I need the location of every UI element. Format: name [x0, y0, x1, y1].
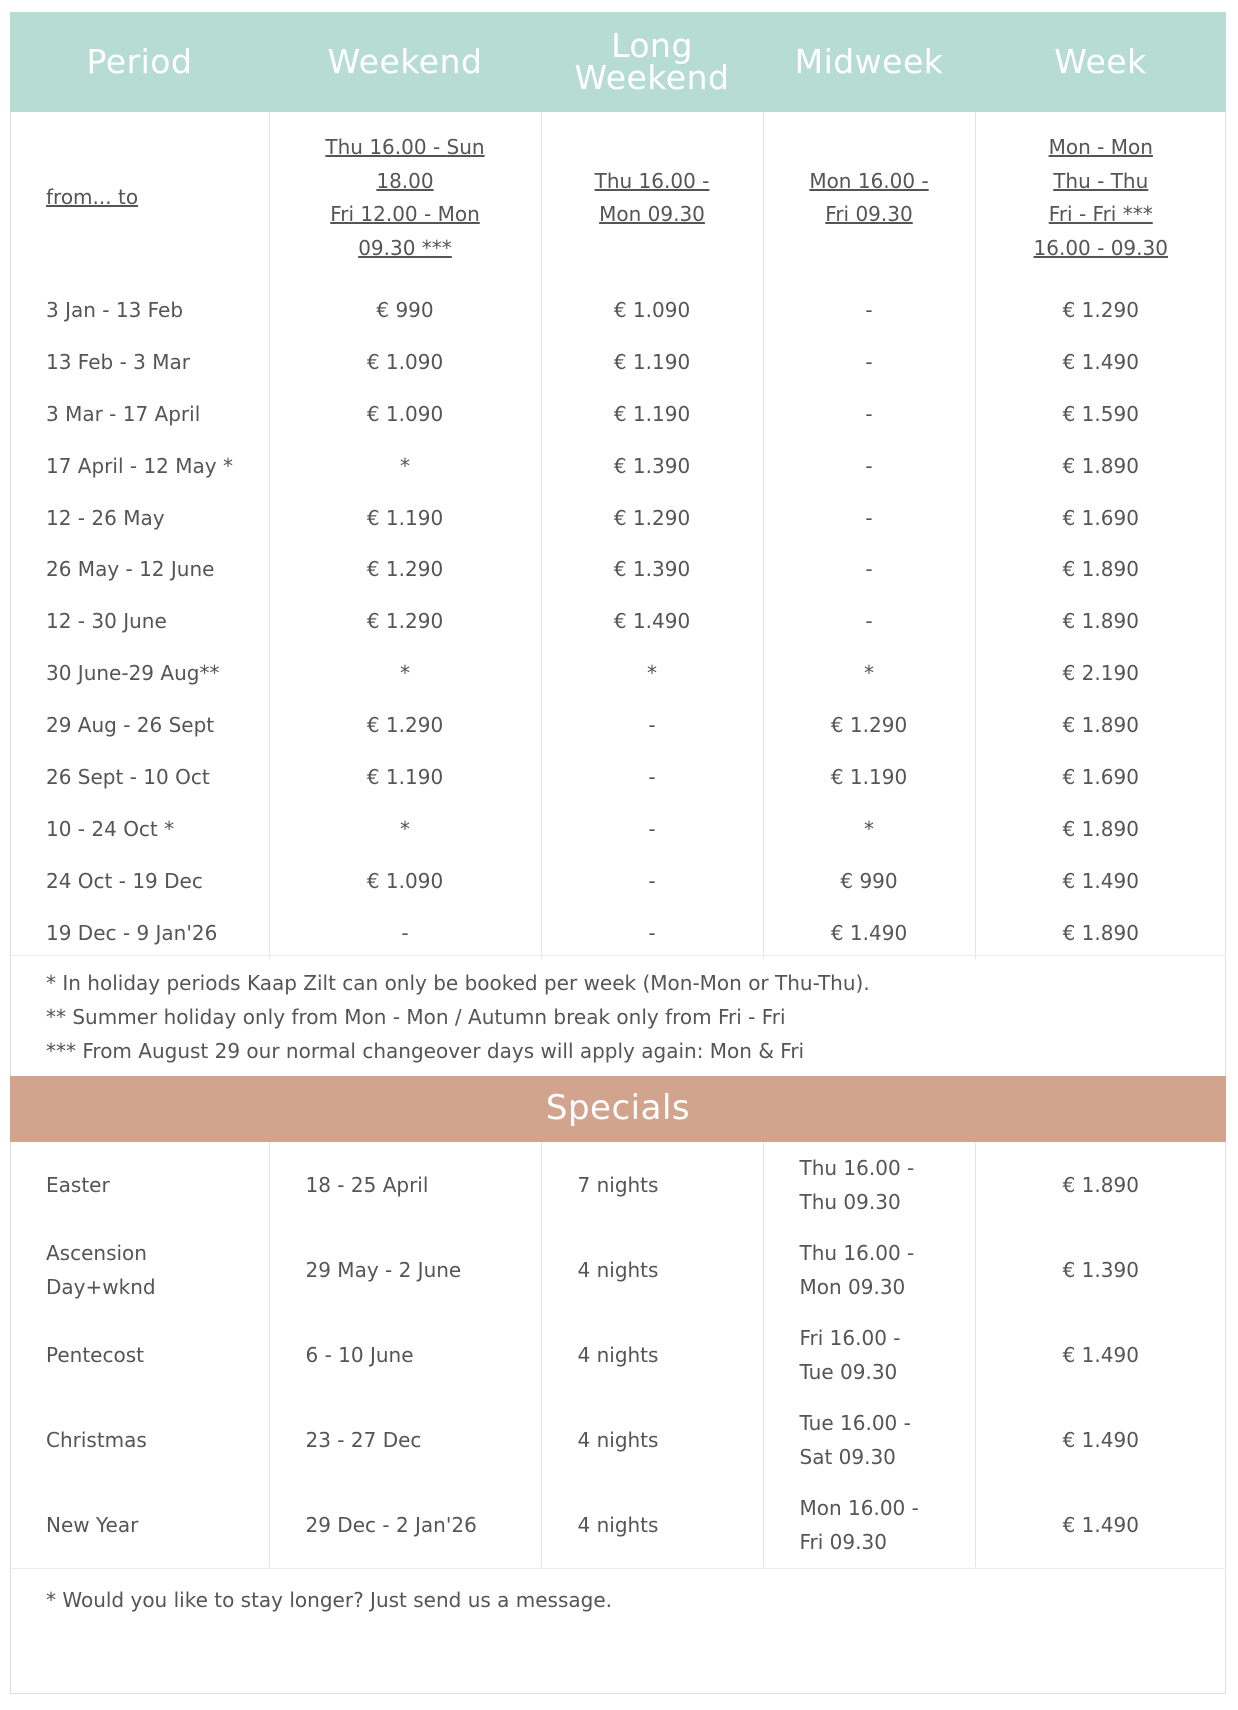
specials-table — [10, 1142, 1226, 1567]
cell-long-weekend: - — [541, 855, 763, 907]
cell-long-weekend: - — [541, 907, 763, 959]
cell-period: 26 Sept - 10 Oct — [46, 764, 210, 789]
from-to-label: from... to — [46, 185, 139, 210]
subheader-midweek: Mon 16.00 - Fri 09.30 — [763, 112, 975, 284]
subheader-weekend: Thu 16.00 - Sun 18.00 Fri 12.00 - Mon 09.30 *** — [269, 112, 541, 284]
special-price: € 1.390 — [975, 1227, 1226, 1312]
cell-midweek: € 990 — [763, 855, 975, 907]
special-times: Mon 16.00 - Fri 09.30 — [763, 1482, 975, 1567]
cell-weekend: € 1.290 — [269, 543, 541, 595]
table-row — [10, 595, 1226, 647]
cell-period: 12 - 26 May — [46, 505, 165, 530]
specials-heading: Specials — [10, 1076, 1226, 1142]
cell-week: € 1.890 — [975, 803, 1226, 855]
cell-week: € 1.690 — [975, 751, 1226, 803]
cell-period: 19 Dec - 9 Jan'26 — [46, 920, 218, 945]
cell-long-weekend: € 1.290 — [541, 492, 763, 544]
cell-week: € 1.890 — [975, 595, 1226, 647]
cell-period: 3 Jan - 13 Feb — [46, 297, 184, 322]
cell-weekend: € 1.290 — [269, 595, 541, 647]
table-row — [10, 855, 1226, 907]
cell-long-weekend: - — [541, 803, 763, 855]
cell-period: 13 Feb - 3 Mar — [46, 349, 190, 374]
special-dates: 18 - 25 April — [269, 1142, 541, 1227]
subheader-row — [10, 112, 1226, 284]
cell-midweek: - — [763, 543, 975, 595]
footnotes — [10, 955, 1226, 1075]
special-nights: 4 nights — [541, 1312, 763, 1397]
cell-midweek: € 1.490 — [763, 907, 975, 959]
subheader-long-weekend: Thu 16.00 - Mon 09.30 — [541, 112, 763, 284]
header-period: Period — [10, 12, 269, 112]
cell-midweek: * — [763, 803, 975, 855]
cell-midweek: - — [763, 595, 975, 647]
special-times: Fri 16.00 - Tue 09.30 — [763, 1312, 975, 1397]
header-weekend: Weekend — [269, 12, 541, 112]
cell-weekend: € 1.090 — [269, 855, 541, 907]
table-row — [10, 388, 1226, 440]
special-dates: 23 - 27 Dec — [269, 1397, 541, 1482]
special-times: Thu 16.00 - Thu 09.30 — [763, 1142, 975, 1227]
table-row — [10, 284, 1226, 336]
cell-long-weekend: € 1.090 — [541, 284, 763, 336]
special-row — [10, 1142, 1226, 1227]
special-name: Christmas — [46, 1427, 147, 1452]
cell-period: 24 Oct - 19 Dec — [46, 868, 203, 893]
special-row — [10, 1482, 1226, 1567]
cell-week: € 1.590 — [975, 388, 1226, 440]
special-row — [10, 1312, 1226, 1397]
special-times: Thu 16.00 - Mon 09.30 — [763, 1227, 975, 1312]
special-price: € 1.890 — [975, 1142, 1226, 1227]
cell-midweek: € 1.290 — [763, 699, 975, 751]
cell-long-weekend: € 1.390 — [541, 543, 763, 595]
table-row — [10, 492, 1226, 544]
special-nights: 4 nights — [541, 1397, 763, 1482]
cell-week: € 1.690 — [975, 492, 1226, 544]
table-row — [10, 543, 1226, 595]
cell-weekend: * — [269, 803, 541, 855]
cell-midweek: * — [763, 647, 975, 699]
cell-midweek: - — [763, 492, 975, 544]
special-name: Pentecost — [46, 1342, 144, 1367]
cell-weekend: * — [269, 647, 541, 699]
special-times: Tue 16.00 - Sat 09.30 — [763, 1397, 975, 1482]
special-dates: 6 - 10 June — [269, 1312, 541, 1397]
header-midweek: Midweek — [763, 12, 975, 112]
cell-midweek: € 1.190 — [763, 751, 975, 803]
cell-period: 12 - 30 June — [46, 609, 167, 634]
special-name: New Year — [46, 1512, 139, 1537]
header-long-weekend: Long Weekend — [541, 12, 763, 112]
footnote: *** From August 29 our normal changeover days will apply again: Mon & Fri — [46, 1039, 805, 1063]
cell-period: 3 Mar - 17 April — [46, 401, 201, 426]
special-nights: 7 nights — [541, 1142, 763, 1227]
special-price: € 1.490 — [975, 1482, 1226, 1567]
cell-week: € 1.490 — [975, 855, 1226, 907]
table-row — [10, 440, 1226, 492]
table-row — [10, 907, 1226, 959]
cell-weekend: € 1.090 — [269, 336, 541, 388]
cell-week: € 1.890 — [975, 543, 1226, 595]
rates-table — [10, 12, 1226, 959]
special-row — [10, 1397, 1226, 1482]
cell-period: 29 Aug - 26 Sept — [46, 713, 215, 738]
special-name: Easter — [46, 1172, 110, 1197]
table-row — [10, 647, 1226, 699]
cell-long-weekend: - — [541, 751, 763, 803]
cell-weekend: € 1.290 — [269, 699, 541, 751]
cell-week: € 1.890 — [975, 440, 1226, 492]
cell-weekend: * — [269, 440, 541, 492]
cell-weekend: € 1.090 — [269, 388, 541, 440]
table-row — [10, 803, 1226, 855]
subheader-period — [10, 112, 269, 284]
cell-period: 10 - 24 Oct * — [46, 816, 175, 841]
cell-long-weekend: € 1.190 — [541, 336, 763, 388]
cell-long-weekend: € 1.390 — [541, 440, 763, 492]
header-row — [10, 12, 1226, 112]
cell-week: € 1.890 — [975, 907, 1226, 959]
special-price: € 1.490 — [975, 1312, 1226, 1397]
footnote: * In holiday periods Kaap Zilt can only be booked per week (Mon-Mon or Thu-Thu). — [46, 971, 870, 995]
cell-long-weekend: € 1.490 — [541, 595, 763, 647]
special-dates: 29 Dec - 2 Jan'26 — [269, 1482, 541, 1567]
cell-long-weekend: € 1.190 — [541, 388, 763, 440]
special-nights: 4 nights — [541, 1227, 763, 1312]
table-row — [10, 336, 1226, 388]
cell-week: € 1.890 — [975, 699, 1226, 751]
special-nights: 4 nights — [541, 1482, 763, 1567]
cell-midweek: - — [763, 336, 975, 388]
special-name: Ascension Day+wknd — [46, 1240, 156, 1299]
special-dates: 29 May - 2 June — [269, 1227, 541, 1312]
table-row — [10, 699, 1226, 751]
cell-weekend: - — [269, 907, 541, 959]
cell-midweek: - — [763, 388, 975, 440]
footnote: ** Summer holiday only from Mon - Mon / Autumn break only from Fri - Fri — [46, 1005, 786, 1029]
special-price: € 1.490 — [975, 1397, 1226, 1482]
cell-week: € 1.490 — [975, 336, 1226, 388]
cell-midweek: - — [763, 284, 975, 336]
cell-long-weekend: * — [541, 647, 763, 699]
cell-week: € 2.190 — [975, 647, 1226, 699]
cell-weekend: € 1.190 — [269, 751, 541, 803]
subheader-week: Mon - Mon Thu - Thu Fri - Fri *** 16.00 - 09.30 — [975, 112, 1226, 284]
table-row — [10, 751, 1226, 803]
special-row — [10, 1227, 1226, 1312]
cell-period: 30 June-29 Aug** — [46, 661, 220, 686]
cell-weekend: € 1.190 — [269, 492, 541, 544]
cell-period: 26 May - 12 June — [46, 557, 215, 582]
cell-weekend: € 990 — [269, 284, 541, 336]
cell-week: € 1.290 — [975, 284, 1226, 336]
header-week: Week — [975, 12, 1226, 112]
cell-midweek: - — [763, 440, 975, 492]
footer-note: * Would you like to stay longer? Just send us a message. — [10, 1568, 1226, 1628]
cell-long-weekend: - — [541, 699, 763, 751]
cell-period: 17 April - 12 May * — [46, 453, 233, 478]
